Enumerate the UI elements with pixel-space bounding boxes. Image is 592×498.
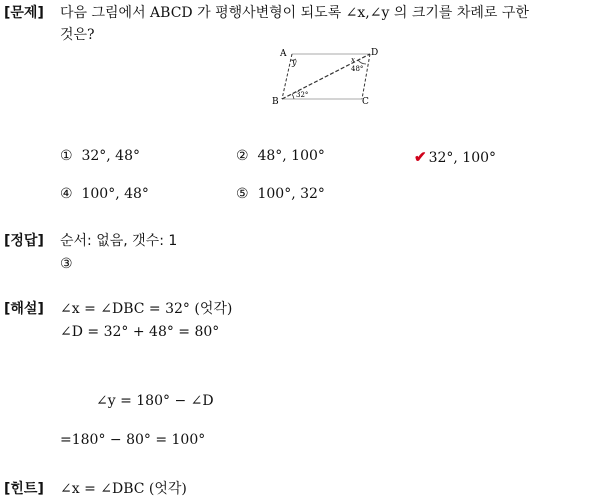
choice-5[interactable] [236, 186, 325, 202]
question-line-2: 것은? [60, 27, 95, 43]
choice-1-number: ① [60, 148, 73, 164]
label-a: A [280, 49, 287, 59]
problem-tag: [문제] [4, 5, 44, 21]
answer-tag: [정답] [4, 233, 44, 249]
explanation-tag: [해설] [4, 301, 44, 317]
label-48: 48° [351, 65, 364, 73]
checkmark-icon: ✔ [414, 148, 427, 166]
side-ab [282, 54, 292, 99]
choice-2-number: ② [236, 148, 249, 164]
choice-2-text: 48°, 100° [257, 148, 325, 164]
question-text [60, 2, 588, 46]
choice-4-text: 100°, 48° [81, 186, 149, 202]
explanation-line-1: ∠x = ∠DBC = 32° (엇각) [60, 301, 233, 317]
angle-d-arc [358, 60, 366, 64]
choice-1[interactable] [60, 148, 140, 164]
label-x: x [351, 56, 355, 64]
choice-1-text: 32°, 48° [81, 148, 140, 164]
angle-b-arc [292, 94, 294, 99]
label-d: D [371, 48, 379, 58]
label-y: y [292, 58, 297, 67]
explanation-line-4: =180° − 80° = 100° [60, 432, 206, 448]
answer-order-count: 순서: 없음, 갯수: 1 [60, 233, 178, 249]
label-c: C [362, 97, 369, 107]
parallelogram-figure [270, 44, 390, 110]
question-line-1: 다음 그림에서 ABCD 가 평행사변형이 되도록 ∠x,∠y 의 크기를 차례로 구한 [60, 5, 529, 21]
hint-tag: [힌트] [4, 481, 44, 497]
explanation-line-2: ∠D = 32° + 48° = 80° [60, 324, 220, 340]
choice-3-text: 32°, 100° [428, 150, 497, 166]
choice-5-number: ⑤ [236, 186, 249, 202]
hint-line-1: ∠x = ∠DBC (엇각) [60, 481, 187, 497]
choice-5-text: 100°, 32° [257, 186, 325, 202]
label-b: B [272, 97, 279, 107]
choice-2[interactable] [236, 148, 325, 164]
choice-3[interactable] [414, 148, 496, 166]
label-32: 32° [296, 91, 309, 99]
choice-4-number: ④ [60, 186, 73, 202]
choice-4[interactable] [60, 186, 149, 202]
side-dc [362, 54, 370, 99]
answer-choice: ③ [60, 256, 73, 272]
explanation-line-3: ∠y = 180° − ∠D [96, 393, 214, 409]
